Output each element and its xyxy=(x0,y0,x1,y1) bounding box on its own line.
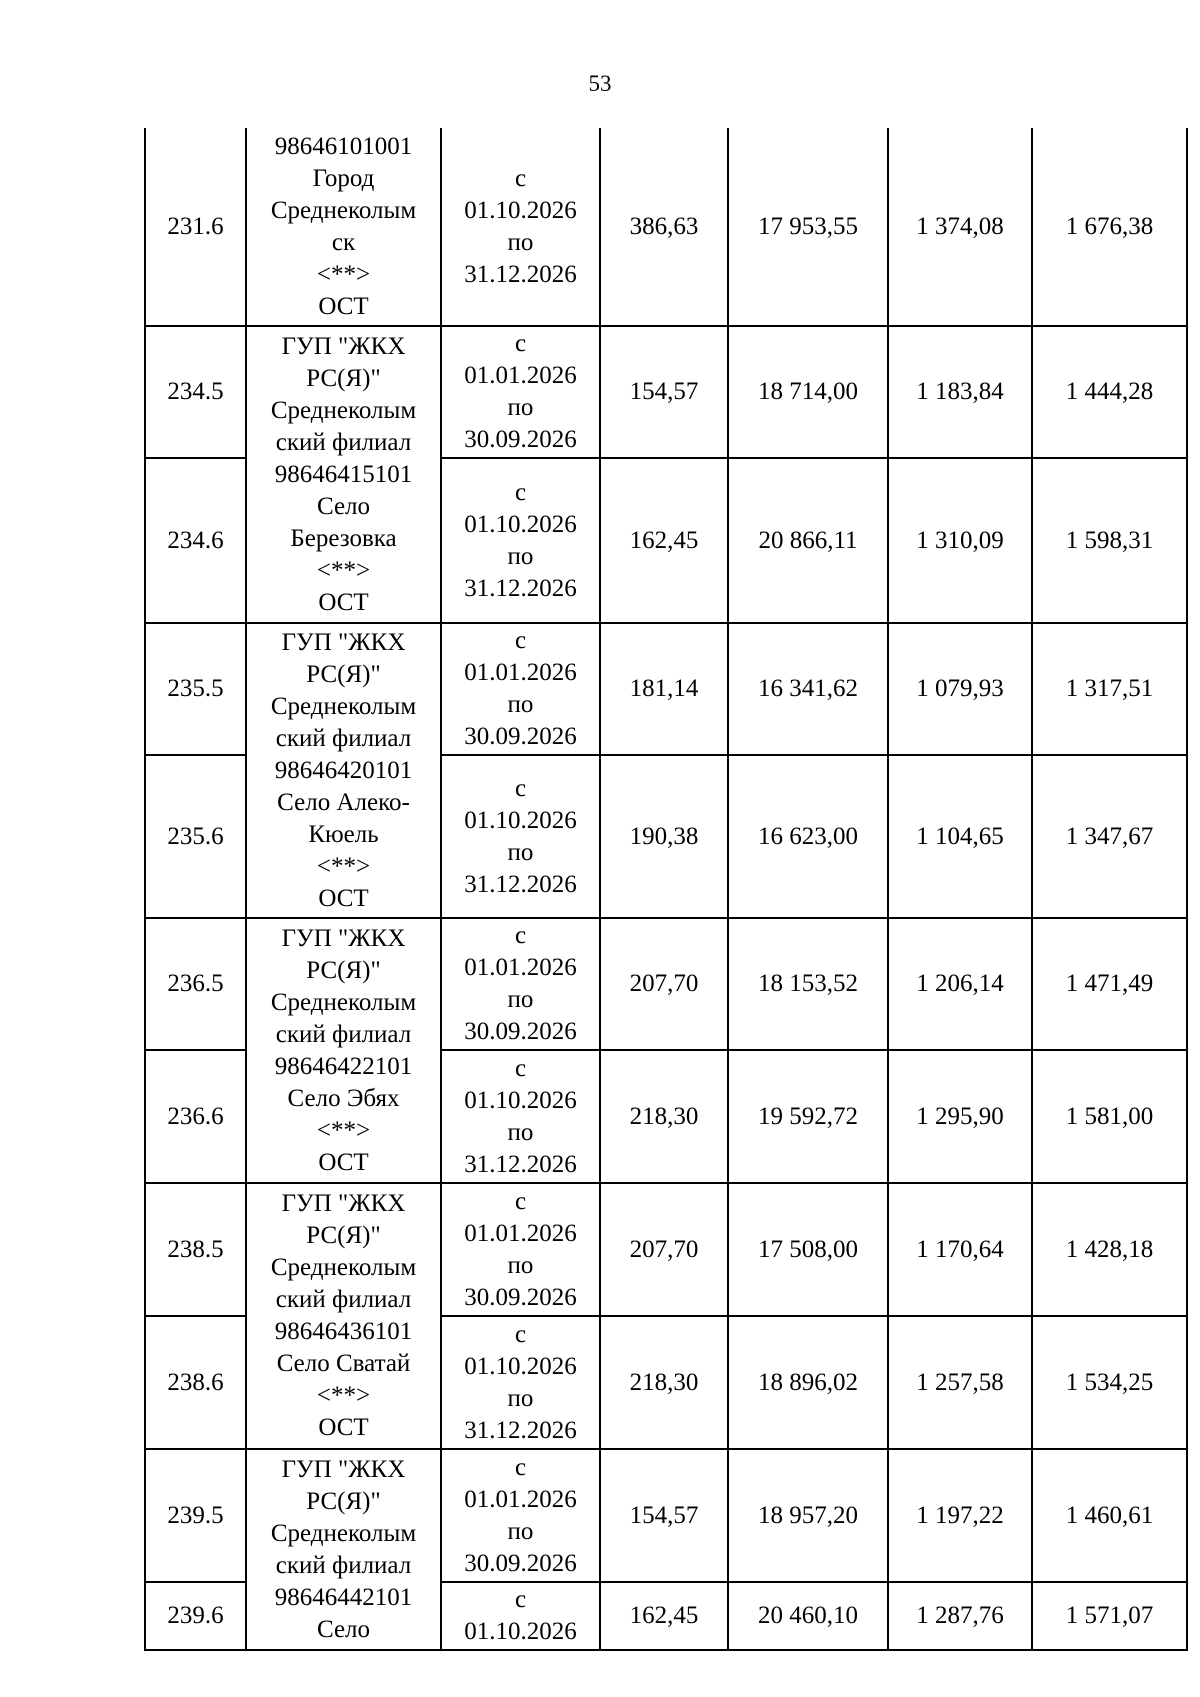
org-line: РС(Я)" xyxy=(306,1487,381,1515)
org-line: ОСТ xyxy=(318,884,369,912)
value-cell-1: 190,38 xyxy=(600,755,728,918)
period-line: 01.10.2026 xyxy=(464,806,577,834)
org-line: ский филиал xyxy=(275,724,412,752)
period-line: по xyxy=(507,691,534,718)
value-cell-4: 1 676,38 xyxy=(1032,128,1187,326)
row-number-cell: 234.6 xyxy=(145,458,246,623)
period-cell xyxy=(441,1582,600,1650)
value-cell-3: 1 310,09 xyxy=(888,458,1032,623)
row-number-cell: 231.6 xyxy=(145,128,246,326)
org-line: ский филиал xyxy=(275,1020,412,1048)
row-number-cell: 236.5 xyxy=(145,918,246,1050)
org-line: Село xyxy=(316,492,371,520)
period-line: 01.10.2026 xyxy=(464,196,577,224)
period-line: 30.09.2026 xyxy=(464,426,577,453)
period-line: 31.12.2026 xyxy=(464,1150,577,1178)
org-line: ГУП "ЖКХ xyxy=(281,1455,406,1483)
org-line: Кюель xyxy=(308,820,379,848)
value-cell-1: 207,70 xyxy=(600,1183,728,1316)
org-line: Город xyxy=(312,164,375,192)
period-line: 31.12.2026 xyxy=(464,870,577,898)
value-cell-4: 1 428,18 xyxy=(1032,1183,1187,1316)
table-row xyxy=(145,1183,1187,1316)
value-cell-1: 162,45 xyxy=(600,458,728,623)
org-line: Село Эбях xyxy=(287,1084,400,1112)
value-cell-1: 181,14 xyxy=(600,623,728,755)
period-line: по xyxy=(507,1251,534,1279)
period-line: 01.10.2026 xyxy=(464,1618,577,1645)
period-cell xyxy=(441,1449,600,1582)
tariff-table xyxy=(144,128,1188,1651)
org-line: <**> xyxy=(316,1116,371,1144)
org-line: ОСТ xyxy=(318,1414,369,1441)
period-line: по xyxy=(507,838,534,866)
row-number-cell: 238.5 xyxy=(145,1183,246,1316)
org-cell xyxy=(246,326,441,623)
org-line: Среднеколым xyxy=(270,1519,417,1547)
org-line: 98646422101 xyxy=(274,1052,413,1080)
value-cell-1: 154,57 xyxy=(600,326,728,458)
period-cell xyxy=(441,1183,600,1316)
period-cell xyxy=(441,1316,600,1449)
value-cell-2: 20 460,10 xyxy=(728,1582,888,1650)
period-line: с xyxy=(514,1187,527,1215)
value-cell-2: 17 508,00 xyxy=(728,1183,888,1316)
period-line: по xyxy=(507,394,534,421)
org-line: Село Сватай xyxy=(276,1350,411,1377)
value-cell-1: 386,63 xyxy=(600,128,728,326)
period-line: с xyxy=(514,164,527,192)
tariff-table-body xyxy=(145,128,1187,1650)
period-line: 01.01.2026 xyxy=(464,1219,577,1247)
value-cell-1: 162,45 xyxy=(600,1582,728,1650)
value-cell-1: 218,30 xyxy=(600,1316,728,1449)
period-line: по xyxy=(507,228,534,256)
period-line: с xyxy=(514,1054,527,1082)
period-line: 01.10.2026 xyxy=(464,510,577,538)
value-cell-2: 19 592,72 xyxy=(728,1050,888,1183)
period-line: с xyxy=(514,774,527,802)
period-cell xyxy=(441,1050,600,1183)
table-row xyxy=(145,128,1187,326)
org-cell xyxy=(246,1449,441,1650)
period-cell xyxy=(441,755,600,918)
period-line: 31.12.2026 xyxy=(464,260,577,288)
value-cell-3: 1 170,64 xyxy=(888,1183,1032,1316)
period-line: 01.01.2026 xyxy=(464,1485,577,1513)
value-cell-1: 207,70 xyxy=(600,918,728,1050)
value-cell-4: 1 317,51 xyxy=(1032,623,1187,755)
row-number-cell: 235.5 xyxy=(145,623,246,755)
page-number: 53 xyxy=(588,71,612,96)
org-line: ГУП "ЖКХ xyxy=(281,1190,406,1217)
table-row xyxy=(145,918,1187,1050)
row-number-cell: 236.6 xyxy=(145,1050,246,1183)
period-line: 30.09.2026 xyxy=(464,1018,577,1045)
org-line: ОСТ xyxy=(318,588,369,616)
value-cell-1: 218,30 xyxy=(600,1050,728,1183)
period-line: 31.12.2026 xyxy=(464,574,577,602)
period-line: с xyxy=(514,330,527,357)
period-line: по xyxy=(507,542,534,570)
org-line: 98646101001 xyxy=(274,132,413,160)
value-cell-2: 16 623,00 xyxy=(728,755,888,918)
value-cell-2: 18 896,02 xyxy=(728,1316,888,1449)
period-line: с xyxy=(514,1320,527,1348)
period-line: по xyxy=(507,1517,534,1545)
org-line: РС(Я)" xyxy=(306,956,381,984)
org-line: ОСТ xyxy=(318,1148,369,1176)
value-cell-3: 1 295,90 xyxy=(888,1050,1032,1183)
value-cell-4: 1 444,28 xyxy=(1032,326,1187,458)
org-line: ГУП "ЖКХ xyxy=(281,332,406,360)
value-cell-4: 1 598,31 xyxy=(1032,458,1187,623)
table-row xyxy=(145,326,1187,458)
org-line: ский филиал xyxy=(275,428,412,456)
value-cell-2: 16 341,62 xyxy=(728,623,888,755)
value-cell-3: 1 197,22 xyxy=(888,1449,1032,1582)
period-line: с xyxy=(514,1586,527,1613)
value-cell-4: 1 571,07 xyxy=(1032,1582,1187,1650)
period-cell xyxy=(441,458,600,623)
org-line: ОСТ xyxy=(318,292,369,320)
period-line: по xyxy=(507,986,534,1013)
period-line: с xyxy=(514,478,527,506)
org-line: ский филиал xyxy=(275,1286,412,1313)
org-line: Село xyxy=(316,1615,371,1643)
value-cell-3: 1 257,58 xyxy=(888,1316,1032,1449)
period-line: с xyxy=(514,922,527,949)
period-line: 01.01.2026 xyxy=(464,362,577,389)
org-cell xyxy=(246,623,441,918)
org-line: ГУП "ЖКХ xyxy=(281,924,406,952)
org-cell xyxy=(246,128,441,326)
period-line: 01.10.2026 xyxy=(464,1086,577,1114)
period-line: 01.10.2026 xyxy=(464,1352,577,1380)
period-line: с xyxy=(514,627,527,654)
period-line: 31.12.2026 xyxy=(464,1416,577,1444)
period-line: по xyxy=(507,1384,534,1412)
value-cell-1: 154,57 xyxy=(600,1449,728,1582)
row-number-cell: 234.5 xyxy=(145,326,246,458)
org-line: РС(Я)" xyxy=(306,660,381,688)
value-cell-3: 1 104,65 xyxy=(888,755,1032,918)
org-line: Среднеколым xyxy=(270,692,417,720)
value-cell-2: 18 957,20 xyxy=(728,1449,888,1582)
value-cell-4: 1 347,67 xyxy=(1032,755,1187,918)
org-line: Среднеколым xyxy=(270,196,417,224)
value-cell-4: 1 460,61 xyxy=(1032,1449,1187,1582)
org-line: ский филиал xyxy=(275,1551,412,1579)
value-cell-3: 1 183,84 xyxy=(888,326,1032,458)
period-line: 30.09.2026 xyxy=(464,723,577,750)
org-line: <**> xyxy=(316,260,371,288)
org-line: <**> xyxy=(316,852,371,880)
org-cell xyxy=(246,1183,441,1449)
value-cell-2: 18 714,00 xyxy=(728,326,888,458)
table-row xyxy=(145,623,1187,755)
org-line: 98646442101 xyxy=(274,1583,413,1611)
row-number-cell: 235.6 xyxy=(145,755,246,918)
org-line: Среднеколым xyxy=(270,1254,417,1281)
value-cell-3: 1 287,76 xyxy=(888,1582,1032,1650)
org-line: РС(Я)" xyxy=(306,1222,381,1249)
period-line: с xyxy=(514,1453,527,1481)
period-cell xyxy=(441,128,600,326)
row-number-cell: 238.6 xyxy=(145,1316,246,1449)
period-line: 01.01.2026 xyxy=(464,659,577,686)
value-cell-3: 1 079,93 xyxy=(888,623,1032,755)
org-line: РС(Я)" xyxy=(306,364,381,392)
value-cell-4: 1 471,49 xyxy=(1032,918,1187,1050)
org-cell xyxy=(246,918,441,1183)
value-cell-2: 17 953,55 xyxy=(728,128,888,326)
period-cell xyxy=(441,326,600,458)
table-row xyxy=(145,1449,1187,1582)
org-line: 98646420101 xyxy=(274,756,413,784)
period-line: 01.01.2026 xyxy=(464,954,577,981)
org-line: 98646415101 xyxy=(274,460,413,488)
period-line: по xyxy=(507,1118,534,1146)
org-line: <**> xyxy=(316,556,371,584)
org-line: Среднеколым xyxy=(270,396,417,424)
value-cell-3: 1 374,08 xyxy=(888,128,1032,326)
value-cell-2: 18 153,52 xyxy=(728,918,888,1050)
org-line: ГУП "ЖКХ xyxy=(281,628,406,656)
value-cell-4: 1 534,25 xyxy=(1032,1316,1187,1449)
value-cell-2: 20 866,11 xyxy=(728,458,888,623)
org-line: Среднеколым xyxy=(270,988,417,1016)
org-line: Березовка xyxy=(290,524,397,552)
row-number-cell: 239.5 xyxy=(145,1449,246,1582)
org-line: ск xyxy=(331,228,356,256)
org-line: 98646436101 xyxy=(274,1318,413,1345)
row-number-cell: 239.6 xyxy=(145,1582,246,1650)
value-cell-4: 1 581,00 xyxy=(1032,1050,1187,1183)
org-line: <**> xyxy=(316,1382,371,1409)
period-cell xyxy=(441,623,600,755)
period-cell xyxy=(441,918,600,1050)
period-line: 30.09.2026 xyxy=(464,1549,577,1577)
value-cell-3: 1 206,14 xyxy=(888,918,1032,1050)
org-line: Село Алеко- xyxy=(277,788,410,816)
period-line: 30.09.2026 xyxy=(464,1283,577,1311)
